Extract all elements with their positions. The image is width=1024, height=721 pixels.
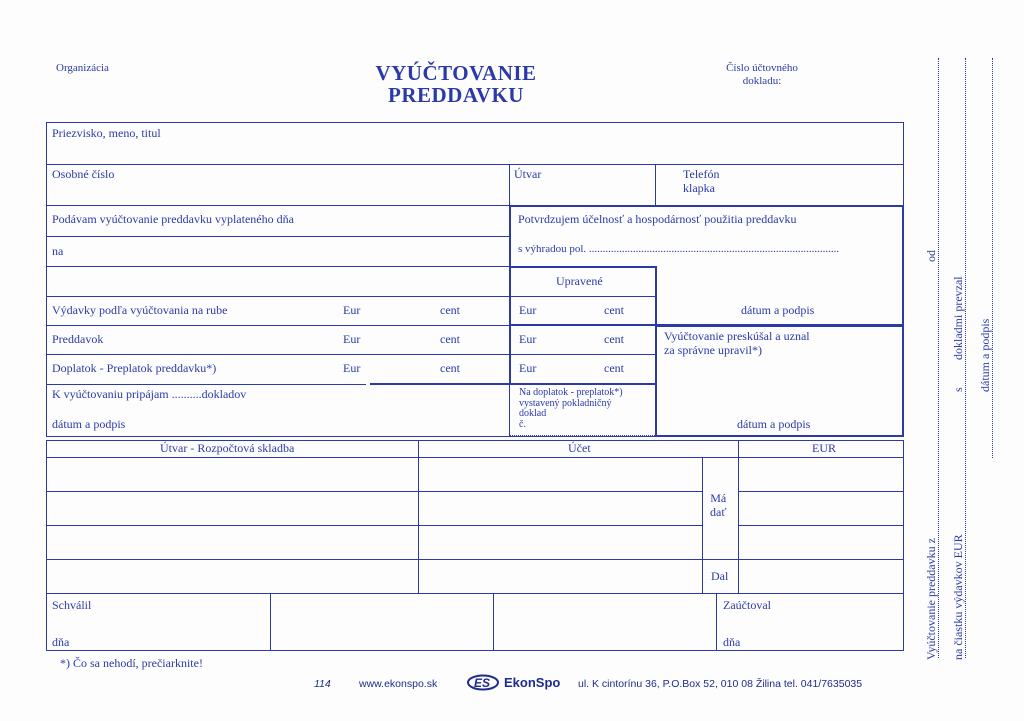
adjusted-eur-1: Eur: [519, 303, 537, 317]
strip-line-2-mid: s: [951, 387, 965, 392]
cash-voucher-line-4: č.: [519, 418, 526, 430]
table-row: [738, 491, 904, 492]
accounted-date-label: dňa: [723, 635, 741, 649]
svg-text:ES: ES: [474, 676, 491, 690]
for-label: na: [52, 244, 64, 258]
advance-cent-label: cent: [440, 332, 460, 346]
cash-voucher-line-3: doklad: [519, 408, 547, 419]
document-number-line-2: dokladu:: [742, 74, 782, 87]
strip-line-2-label: na čiastku výdavkov EUR: [951, 534, 965, 660]
phone-line-2: klapka: [683, 180, 715, 195]
title-line-1: VYÚČTOVANIE: [375, 61, 537, 85]
phone-line-1: Telefón: [683, 167, 720, 181]
cash-voucher-line-1: Na doplatok - preplatok*): [519, 387, 623, 398]
adjusted-divider: [509, 325, 657, 326]
approval-divider: [493, 593, 494, 651]
strip-line-1-suffix: od: [924, 250, 938, 262]
reservation-label: s výhradou pol. ...........................................................................................: [518, 243, 840, 255]
credit-label: Dal: [711, 569, 729, 583]
website-link[interactable]: www.ekonspo.sk: [359, 678, 438, 690]
debit-label: [710, 492, 726, 520]
strip-dotted-line: [992, 58, 993, 458]
advance-eur-label: Eur: [343, 332, 361, 346]
form-code: 114: [314, 678, 331, 690]
row-divider: [46, 384, 366, 385]
date-signature-review: dátum a podpis: [737, 417, 811, 431]
department-label: Útvar: [514, 167, 542, 181]
publisher-address: ul. K cintorínu 36, P.O.Box 52, 010 08 Žilina tel. 041/7635035: [578, 678, 863, 690]
adjusted-eur-3: Eur: [519, 361, 537, 375]
organization-label: Organizácia: [56, 62, 109, 74]
adjusted-divider: [509, 354, 657, 355]
row-divider: [370, 383, 509, 385]
advance-label: Preddavok: [52, 332, 104, 346]
column-header-account: Účet: [568, 441, 591, 455]
date-signature-left: dátum a podpis: [52, 417, 126, 431]
footnote: *) Čo sa nehodí, prečiarknite!: [60, 656, 203, 670]
title-line-2: PREDDAVKU: [388, 83, 524, 108]
expenses-cent-label: cent: [440, 303, 460, 317]
attach-label: K vyúčtovaniu pripájam ..........dokladov: [52, 387, 247, 401]
surcharge-cent-label: cent: [440, 361, 460, 375]
submit-statement-label: Podávam vyúčtovanie preddavku vyplateného dňa: [52, 212, 294, 226]
approved-label: Schválil: [52, 598, 92, 612]
column-header-unit: Útvar - Rozpočtová skladba: [160, 441, 295, 455]
document-number-line-1: Číslo účtovného: [726, 62, 798, 74]
accounted-label: Zaúčtoval: [723, 598, 771, 612]
table-column-divider: [738, 440, 739, 594]
cash-voucher-label: [519, 388, 623, 430]
expenses-eur-label: Eur: [343, 303, 361, 317]
date-signature-confirm: dátum a podpis: [741, 303, 815, 317]
name-field-label: Priezvisko, meno, titul: [52, 126, 161, 140]
row-divider: [46, 325, 509, 326]
personal-number-label: Osobné číslo: [52, 167, 115, 181]
ekonspo-logo-icon: [466, 674, 500, 691]
table-row: [46, 457, 904, 458]
strip-line-2-suffix: dokladmi prevzal: [951, 276, 965, 360]
strip-line-1-label: Vyúčtovanie preddavku z: [924, 538, 938, 660]
strip-line-3-label: dátum a podpis: [978, 318, 992, 392]
row-divider: [46, 296, 509, 297]
column-divider: [655, 164, 656, 206]
document-number-label: [716, 62, 808, 87]
approved-date-label: dňa: [52, 635, 70, 649]
table-row: [46, 559, 904, 560]
table-column-divider: [418, 440, 419, 594]
confirm-label: Potvrdzujem účelnosť a hospodárnosť použitia preddavku: [518, 212, 797, 226]
accounting-table: [46, 440, 904, 594]
adjusted-label: Upravené: [556, 274, 603, 288]
reviewed-label: [664, 330, 810, 358]
column-header-eur: EUR: [812, 441, 836, 455]
row-divider: [46, 354, 509, 355]
surcharge-label: Doplatok - Preplatok preddavku*): [52, 361, 217, 375]
adjusted-cent-3: cent: [604, 361, 624, 375]
debit-line-1: Má: [710, 491, 727, 505]
reviewed-line-2: za správne upravil*): [664, 342, 762, 357]
cash-voucher-line-2: vystavený pokladničný: [519, 397, 612, 409]
reviewed-line-1: Vyúčtovanie preskúšal a uznal: [664, 329, 810, 343]
adjusted-cent-1: cent: [604, 303, 624, 317]
adjusted-eur-2: Eur: [519, 332, 537, 346]
adjusted-divider: [509, 296, 657, 297]
expenses-label: Výdavky podľa vyúčtovania na rube: [52, 303, 228, 317]
phone-label: [683, 168, 719, 196]
row-divider: [46, 236, 509, 237]
approval-divider: [716, 593, 717, 651]
table-row: [46, 525, 702, 526]
table-row: [46, 491, 702, 492]
adjusted-cent-2: cent: [604, 332, 624, 346]
approval-section: [46, 593, 904, 651]
row-divider: [46, 266, 509, 267]
debit-line-2: dať: [710, 504, 727, 519]
surcharge-eur-label: Eur: [343, 361, 361, 375]
page-title: [326, 62, 586, 106]
table-row: [738, 525, 904, 526]
row-divider: [46, 164, 904, 165]
table-column-divider: [702, 457, 703, 594]
approval-divider: [270, 593, 271, 651]
brand-name: EkonSpo: [504, 675, 561, 690]
